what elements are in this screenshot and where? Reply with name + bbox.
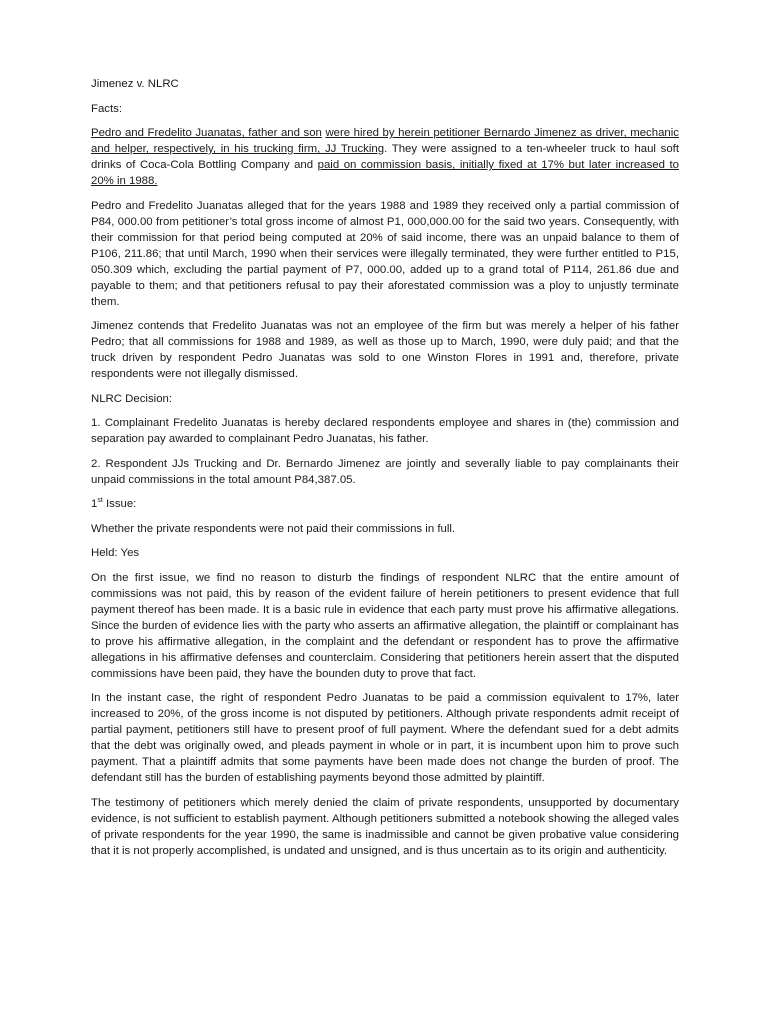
facts-paragraph-3: Jimenez contends that Fredelito Juanatas was not an employee of the firm but was merely a helper of his father Pedro; that all commissions for 1988 and 1989, as well as those up to March, 1990, were duly paid; and that the truck driven by respondent Pedro Juanatas was sold to one Winston Flores in 1991 and, therefore, private respondents were not illegally dismissed.: [91, 320, 679, 380]
facts-heading: Facts:: [91, 102, 123, 115]
facts-assignment: . They were assigned to a ten-wheeler truck to haul soft drinks of Coca-Cola Bottling Company and: [91, 143, 679, 171]
facts-parties: Pedro and Fredelito Juanatas, father and son: [91, 127, 322, 139]
ruling-paragraph-2: In the instant case, the right of respondent Pedro Juanatas to be paid a commission equivalent to 17%, later increased to 20%, of the gross income is not disputed by petitioners. Although private respondents admit receipt of partial payment, petitioners still have to present proof of full payment. Where the defendant sued for a debt admits that the debt was originally owed, and pleads payment in whole or in part, it is incumbent upon him to prove such payment. That a plaintiff admits that some payments have been made does not change the burden of proof. The defendant still has the burden of establishing payments beyond those admitted by plaintiff.: [91, 692, 679, 784]
issue-heading: [91, 496, 679, 512]
document-page: [91, 76, 679, 867]
facts-paragraph-2: Pedro and Fredelito Juanatas alleged that for the years 1988 and 1989 they received only a partial commission of P84, 000.00 from petitioner’s total gross income of almost P1, 000,000.00 for the said two years. Consequently, with their commission for that period being computed at 20% of said income, there was an unpaid balance to them of P106, 211.86; that until March, 1990 when their services were illegally terminated, they were further entitled to P15, 050.309 which, excluding the partial payment of P7, 000.00, added up to a grand total of P114, 261.86 due and payable to them; and that petitioners refusal to pay their aforestated commission was a ploy to unjustly terminate them.: [91, 199, 679, 308]
facts-hiring: were hired by herein petitioner Bernardo Jimenez as driver, mechanic and helper, respectively, in his trucking firm, JJ Trucking: [91, 127, 679, 155]
case-title: Jimenez v. NLRC: [91, 78, 179, 90]
issue-number: 1: [91, 498, 98, 510]
facts-commission: paid on commission basis, initially fixed at 17% but later increased to 20% in 1988.: [91, 159, 679, 187]
issue-text: Whether the private respondents were not paid their commissions in full.: [91, 522, 456, 535]
nlrc-heading: NLRC Decision:: [91, 392, 173, 405]
ruling-paragraph-3: The testimony of petitioners which merely denied the claim of private respondents, unsupported by documentary evidence, is not sufficient to establish payment. Although petitioners submitted a notebook showing the alleged vales of private respondents for the year 1990, the same is inadmissible and cannot be given probative value considering that it is not properly accomplished, is undated and unsigned, and is thus uncertain as to its origin and authenticity.: [91, 796, 679, 857]
nlrc-item-1: 1. Complainant Fredelito Juanatas is hereby declared respondents employee and shares in (the) commission and separation pay awarded to complainant Pedro Juanatas, his father.: [91, 417, 679, 445]
issue-label: Issue:: [102, 498, 137, 510]
nlrc-item-2: 2. Respondent JJs Trucking and Dr. Bernardo Jimenez are jointly and severally liable to pay complainants their unpaid commissions in the total amount P84,387.05.: [91, 457, 679, 486]
ruling-paragraph-1: On the first issue, we find no reason to disturb the findings of respondent NLRC that the entire amount of commissions was not paid, this by reason of the evident failure of herein petitioners to present evidence that full payment thereof has been made. It is a basic rule in evidence that each party must prove his affirmative allegations. Since the burden of evidence lies with the party who asserts an affirmative allegation, the plaintiff or complainant has to prove his affirmative allegation, in the complaint and the defendant or respondent has to prove the affirmative allegations in his affirmative defenses and counterclaim. Considering that petitioners herein assert that the disputed commissions have been paid, they have the bounden duty to prove that fact.: [91, 571, 679, 680]
held-heading: Held: Yes: [91, 547, 140, 559]
facts-paragraph-1: [91, 125, 679, 189]
issue-ordinal: st: [97, 497, 103, 505]
